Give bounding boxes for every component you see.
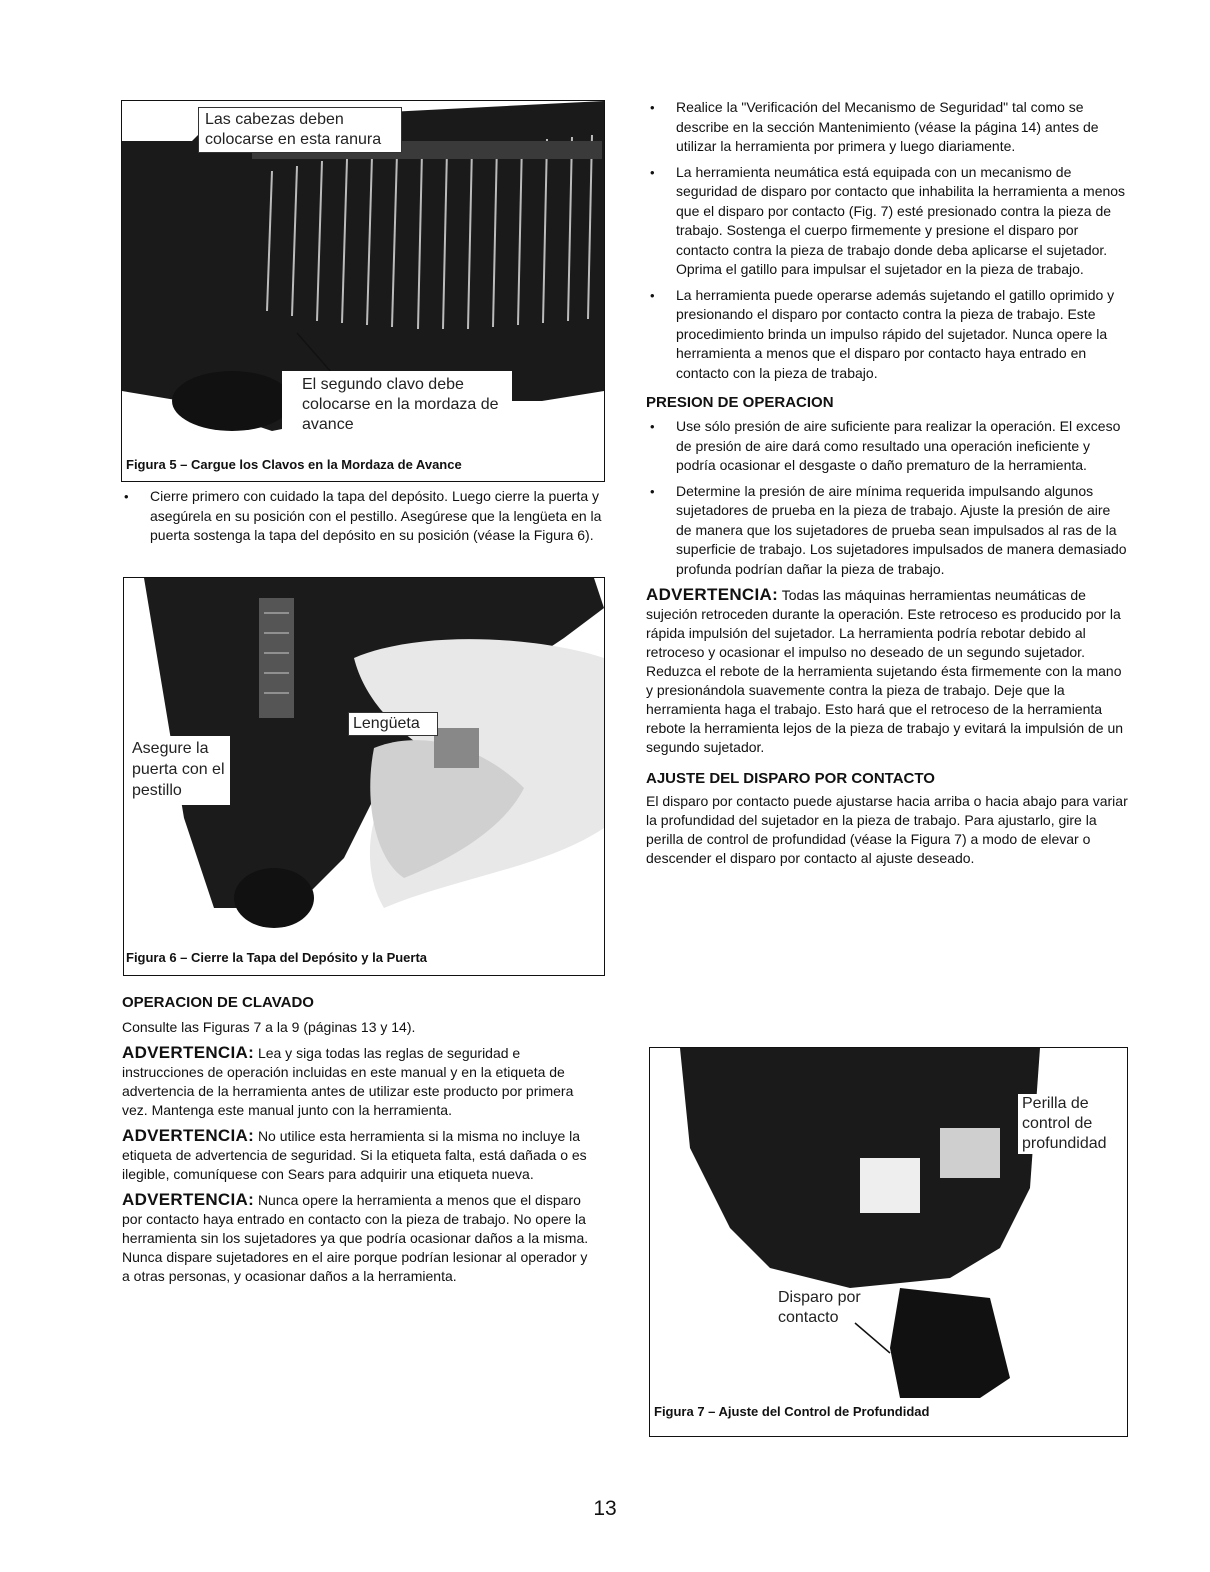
warning-label: ADVERTENCIA: — [646, 585, 779, 604]
figure-5-callout-feeder: El segundo clavo debe colocarse en la mordaza de avance — [302, 376, 499, 433]
warning-paragraph — [122, 1126, 598, 1184]
figure-6-caption: Figura 6 – Cierre la Tapa del Depósito y la Puerta — [126, 950, 428, 965]
list-item: • La herramienta puede operarse además sujetando el gatillo oprimido y presionando el disparo por contacto contra la pieza de trabajo. Este procedimiento brinda un impulso rápido del sujetador. Nunca opere la herramienta a menos que el disparo por contacto haya entrado en contacto con la pieza de trabajo. — [646, 286, 1128, 384]
warning-text: No utilice esta herramienta si la misma no incluye la etiqueta de advertencia de seguridad. Si la etiqueta falta, está dañada o es ilegible, comuníquese con Sears para adquirir una etiqueta nueva. — [122, 1128, 587, 1182]
presion-bullet-list — [646, 417, 1128, 579]
list-item: • Cierre primero con cuidado la tapa del depósito. Luego cierre la puerta y asegúrela en su posición con el pestillo. Asegúrese que la lengüeta en la puerta sostenga la tapa del depósito en su posición (véase la Figura 6). — [120, 487, 604, 546]
presion-heading: PRESION DE OPERACION — [646, 394, 834, 411]
operacion-clavado-section — [122, 993, 598, 1292]
figure-7 — [649, 1047, 1128, 1437]
warning-text: Lea y siga todas las reglas de seguridad e instrucciones de operación incluidas en este manual y en la etiqueta de advertencia de la herramienta antes de utilizar este producto por primera vez. Mantenga este manual junto con la herramienta. — [122, 1045, 574, 1118]
figure-6-callout-tab: Lengüeta — [348, 712, 438, 736]
ajuste-heading: AJUSTE DEL DISPARO POR CONTACTO — [646, 770, 935, 787]
warning-paragraph — [122, 1190, 598, 1286]
figure-6 — [123, 577, 605, 976]
figure-7-caption: Figura 7 – Ajuste del Control de Profundidad — [654, 1404, 930, 1419]
warning-text: Todas las máquinas herramientas neumáticas de sujeción retroceden durante la operación. Este retroceso es producido por la rápida impulsión del sujetador. La herramienta podría rebotar debido al retroceso y ocasionar el impulso no deseado de un segundo sujetador. Reduzca el rebote de la herramienta sujetando ésta firmemente con la mano y presionándola suavemente contra la pieza de trabajo. Deje que la herramienta haga el trabajo. Esto hará que el retroceso de la herramienta rebote la herramienta lejos de la pieza de trabajo y evitará la impulsión de un segundo sujetador. — [646, 587, 1124, 755]
warning-paragraph — [122, 1043, 598, 1120]
figure-5-caption: Figura 5 – Cargue los Clavos en la Mordaza de Avance — [126, 457, 462, 472]
left-bullet-list — [120, 487, 604, 552]
list-item: • Use sólo presión de aire suficiente para realizar la operación. El exceso de presión de aire dará como resultado una operación ineficiente y podría ocasionar el desgaste o daño prematuro de la herramienta. — [646, 417, 1128, 476]
warning-text: Nunca opere la herramienta a menos que el disparo por contacto haya entrado en contacto con la pieza de trabajo. No opere la herramienta sin los sujetadores ya que podría ocasionar daños a la misma. Nunca dispare sujetadores en el aire porque podrían lesionar al operador y a otras personas, y ocasionar daños a la herramienta. — [122, 1192, 589, 1284]
list-item: • Realice la "Verificación del Mecanismo de Seguridad" tal como se describe en la sección Mantenimiento (véase la página 14) antes de utilizar la herramienta por primera y luego diariamente. — [646, 98, 1128, 157]
figure-5-callout-slot: Las cabezas deben colocarse en esta ranura — [198, 107, 402, 153]
right-column — [646, 98, 1128, 868]
ajuste-text: El disparo por contacto puede ajustarse hacia arriba o hacia abajo para variar la profundidad del sujetador en la pieza de trabajo. Para ajustarlo, gire la perilla de control de profundidad (véase la Figura 7) a modo de elevar o descender el disparo por contacto al ajuste deseado. — [646, 793, 1128, 866]
operacion-clavado-heading: OPERACION DE CLAVADO — [122, 994, 314, 1011]
warning-label: ADVERTENCIA: — [122, 1043, 255, 1062]
list-item: • La herramienta neumática está equipada con un mecanismo de seguridad de disparo por contacto que inhabilita la herramienta a menos que el disparo por contacto (Fig. 7) esté presionado contra la pieza de trabajo. Sostenga el cuerpo firmemente y presione el disparo por contacto contra la pieza de trabajo donde deba aplicarse el sujetador. Oprima el gatillo para impulsar el sujetador en la pieza de trabajo. — [646, 163, 1128, 280]
figure-5 — [121, 100, 605, 482]
figure-7-callout-trigger: Disparo por contacto — [778, 1289, 861, 1326]
warning-label: ADVERTENCIA: — [122, 1190, 255, 1209]
figure-7-callout-knob: Perilla de control de profundidad — [1018, 1094, 1126, 1154]
operacion-clavado-intro: Consulte las Figuras 7 a la 9 (páginas 13 y 14). — [122, 1019, 416, 1035]
safety-bullet-list — [646, 98, 1128, 383]
warning-label: ADVERTENCIA: — [122, 1126, 255, 1145]
list-item: • Determine la presión de aire mínima requerida impulsando algunos sujetadores de prueba en la pieza de trabajo. Ajuste la presión de aire de manera que los sujetadores de prueba sean impulsados al ras de la superficie de trabajo. Los sujetadores impulsados de manera demasiado profunda podrían dañar la pieza de trabajo. — [646, 482, 1128, 580]
figure-6-callout-latch: Asegure la puerta con el pestillo — [124, 736, 230, 805]
page-number: 13 — [593, 1497, 617, 1520]
warning-paragraph — [646, 585, 1128, 757]
